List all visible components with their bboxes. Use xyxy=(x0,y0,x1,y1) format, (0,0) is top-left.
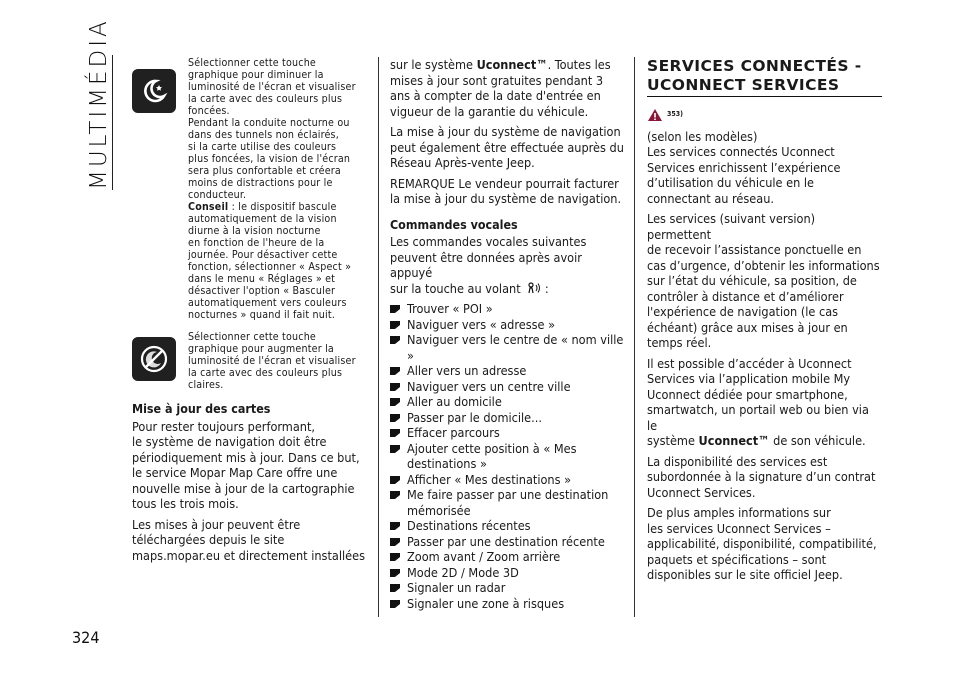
text-line: plus foncées, la vision de l'écran xyxy=(188,153,351,165)
bullet-icon xyxy=(390,414,400,422)
text-line: nouvelle mise à jour de la cartographie xyxy=(132,480,355,496)
voice-command-item xyxy=(390,410,626,426)
section-heading: Mise à jour des cartes xyxy=(132,401,271,416)
day-mode-icon xyxy=(132,337,176,381)
text-line: journée. Pour désactiver cette xyxy=(188,249,338,261)
text-line: la carte avec des couleurs plus xyxy=(188,93,343,105)
voice-command-item xyxy=(390,472,626,488)
voice-command-item xyxy=(390,518,626,534)
text-line: d’utilisation du véhicule en le xyxy=(647,175,814,190)
text-line: ans à compter de la date d'entrée en xyxy=(390,88,601,103)
text-line: dans des tunnels non éclairés, xyxy=(188,129,339,141)
text-line: automatiquement de la vision xyxy=(188,213,337,225)
bullet-icon xyxy=(390,321,400,329)
night-mode-icon xyxy=(132,69,176,113)
paragraph xyxy=(390,234,626,296)
text-line: diurne à la vision nocturne xyxy=(188,225,321,237)
text-span: : xyxy=(541,280,549,296)
bullet-icon xyxy=(390,383,400,391)
voice-command-label: Afficher « Mes destinations » xyxy=(407,471,572,487)
text-line: fonction, sélectionner « Aspect » xyxy=(188,261,352,273)
voice-command-label: Signaler une zone à risques xyxy=(407,595,565,611)
voice-command-label: Aller au domicile xyxy=(407,394,502,409)
voice-command-item xyxy=(390,317,626,333)
text-line: tous les trois mois. xyxy=(132,496,239,511)
text-line: subordonnée à la signature d’un contrat xyxy=(647,469,876,484)
bullet-icon xyxy=(390,476,400,484)
text-line: de recevoir l’assistance ponctuelle en xyxy=(647,242,862,257)
text-span: système xyxy=(647,433,699,448)
text-line: graphique pour augmenter la xyxy=(188,343,334,355)
conseil-line xyxy=(188,201,356,213)
text-span: de son véhicule. xyxy=(769,433,866,448)
text-line: vigueur de la garantie du véhicule. xyxy=(390,103,589,119)
voice-command-label: Naviguer vers un centre ville xyxy=(407,378,571,394)
text-line: périodiquement mis à jour. Dans ce but, xyxy=(132,449,360,465)
text-line: Les mises à jour peuvent être xyxy=(132,516,301,532)
voice-command-label: Trouver « POI » xyxy=(407,301,493,316)
text-line: connectant au réseau. xyxy=(647,190,775,206)
text-span: sur le système xyxy=(390,57,477,72)
text-line: la mise à jour du système de navigation. xyxy=(390,191,622,206)
paragraph xyxy=(647,356,882,449)
column-3 xyxy=(647,57,882,588)
voice-command-label: Aller vers un adresse xyxy=(407,363,527,378)
paragraph xyxy=(390,124,626,171)
voice-command-item xyxy=(390,596,626,612)
conseil-label: Conseil xyxy=(188,201,229,213)
warning-reference xyxy=(647,107,882,123)
voice-command-item xyxy=(390,565,626,581)
bullet-icon xyxy=(390,398,400,406)
voice-command-label: Me faire passer par une destination mémorisée xyxy=(407,487,609,518)
text-line: Sélectionner cette touche xyxy=(188,57,316,69)
text-line: La disponibilité des services est xyxy=(647,453,828,469)
bullet-icon xyxy=(390,429,400,437)
text-line: téléchargées depuis le site xyxy=(132,532,285,547)
page-number: 324 xyxy=(72,628,100,647)
voice-command-item xyxy=(390,363,626,379)
bullet-icon xyxy=(390,600,400,608)
voice-command-item xyxy=(390,301,626,317)
voice-command-item xyxy=(390,379,626,395)
section-title xyxy=(647,57,882,97)
text-line: contrôler à distance et d’améliorer xyxy=(647,288,844,304)
text-line: échéant) grâce aux mises à jour en xyxy=(647,319,848,335)
bullet-icon xyxy=(390,584,400,592)
bullet-icon xyxy=(390,553,400,561)
voice-command-item xyxy=(390,534,626,550)
text-line: paquets et spécifications – sont xyxy=(647,551,827,567)
voice-command-label: Ajouter cette position à « Mes destinations » xyxy=(407,440,577,471)
text-line: cas d’urgence, d’obtenir les informations xyxy=(647,257,880,273)
text-line: applicabilité, disponibilité, compatibilité, xyxy=(647,536,877,551)
voice-command-item xyxy=(390,580,626,596)
night-mode-block xyxy=(132,57,368,321)
voice-command-item xyxy=(390,441,626,472)
text-line: Uconnect dédiée pour smartphone, xyxy=(647,386,848,402)
paragraph xyxy=(390,57,626,119)
voice-command-label: Naviguer vers « adresse » xyxy=(407,316,556,332)
text-line: si la carte utilise des couleurs xyxy=(188,141,337,153)
column-2 xyxy=(390,57,626,611)
day-mode-block xyxy=(132,331,368,391)
text-line xyxy=(390,281,626,297)
chapter-title: MULTIMÉDIA xyxy=(86,18,112,190)
text-line: conducteur. xyxy=(188,189,247,201)
text-line: en fonction de l'heure de la xyxy=(188,237,325,249)
text-line: automatiquement vers couleurs xyxy=(188,297,347,309)
text-line: Les services (suivant version) permettent xyxy=(647,211,816,242)
voice-command-item xyxy=(390,332,626,363)
text-line: la carte avec des couleurs plus xyxy=(188,367,343,379)
bullet-icon xyxy=(390,538,400,546)
text-line xyxy=(390,57,626,73)
text-line: Services via l’application mobile My xyxy=(647,371,851,386)
voice-command-label: Destinations récentes xyxy=(407,518,531,533)
text-line: Pendant la conduite nocturne ou xyxy=(188,117,350,129)
bullet-icon xyxy=(390,367,400,375)
voice-command-label: Zoom avant / Zoom arrière xyxy=(407,549,561,564)
text-line: luminosité de l'écran et visualiser xyxy=(188,81,356,93)
voice-command-label: Naviguer vers le centre de « nom ville » xyxy=(407,332,624,363)
text-line: REMARQUE Le vendeur pourrait facturer xyxy=(390,175,619,191)
text-line: dans le menu « Réglages » et xyxy=(188,273,336,285)
text-line: Pour rester toujours performant, xyxy=(132,418,316,434)
text-span: . Toutes les xyxy=(547,57,611,72)
text-line: temps réel. xyxy=(647,335,712,350)
bullet-icon xyxy=(390,522,400,530)
voice-command-label: Passer par une destination récente xyxy=(407,533,605,549)
section-heading: Commandes vocales xyxy=(390,216,518,232)
text-line xyxy=(647,433,882,449)
brand-name: Uconnect™ xyxy=(698,433,770,448)
paragraph xyxy=(132,419,368,512)
remark xyxy=(390,176,626,207)
voice-command-list xyxy=(390,301,626,611)
text-line: moins de distractions pour le xyxy=(188,177,333,189)
paragraph xyxy=(647,129,882,207)
text-line: maps.mopar.eu et directement installées xyxy=(132,547,365,563)
text-span: sur la touche au volant xyxy=(390,280,521,296)
voice-command-label: Signaler un radar xyxy=(407,580,506,595)
text-line: Réseau Après-vente Jeep. xyxy=(390,155,535,170)
bullet-icon xyxy=(390,336,400,344)
text-line: (selon les modèles) xyxy=(647,128,758,144)
text-line: peuvent être données après avoir appuyé xyxy=(390,249,582,280)
voice-command-label: Mode 2D / Mode 3D xyxy=(407,564,519,580)
bullet-icon xyxy=(390,491,400,499)
voice-command-item xyxy=(390,425,626,441)
voice-command-item xyxy=(390,487,626,518)
bullet-icon xyxy=(390,305,400,313)
text-line: sur l’état du véhicule, sa position, de xyxy=(647,273,857,288)
voice-command-item xyxy=(390,549,626,565)
text-line: Uconnect Services. xyxy=(647,484,756,500)
text-line: disponibles sur le site officiel Jeep. xyxy=(647,567,843,582)
title-line: UCONNECT SERVICES xyxy=(647,76,840,94)
paragraph xyxy=(647,211,882,351)
paragraph xyxy=(132,517,368,564)
bullet-icon xyxy=(390,569,400,577)
brand-name: Uconnect™ xyxy=(476,57,548,72)
voice-command-label: Passer par le domicile... xyxy=(407,409,542,425)
text-line: graphique pour diminuer la xyxy=(188,69,324,81)
warning-number: 353) xyxy=(667,110,684,118)
text-line: Les services connectés Uconnect xyxy=(647,144,835,159)
text-span: : le dispositif bascule xyxy=(228,201,337,213)
text-line: Services enrichissent l’expérience xyxy=(647,159,841,175)
text-line: claires. xyxy=(188,379,224,391)
column-1 xyxy=(132,57,368,568)
day-mode-description xyxy=(188,331,356,391)
voice-command-icon xyxy=(527,282,541,294)
column-divider xyxy=(634,57,635,617)
text-line: désactiver l'option « Basculer xyxy=(188,285,336,297)
text-line: les services Uconnect Services – xyxy=(647,520,831,536)
text-line: sera plus confortable et créera xyxy=(188,165,341,177)
text-line: foncées. xyxy=(188,105,230,117)
bullet-icon xyxy=(390,445,400,453)
paragraph xyxy=(647,505,882,583)
text-line: Sélectionner cette touche xyxy=(188,331,316,343)
text-line: La mise à jour du système de navigation xyxy=(390,124,621,139)
warning-triangle-icon xyxy=(647,108,663,122)
text-line: nocturnes » quand il fait nuit. xyxy=(188,309,336,321)
text-line: le service Mopar Map Care offre une xyxy=(132,465,338,480)
text-line: Il est possible d’accéder à Uconnect xyxy=(647,355,852,371)
text-line: luminosité de l'écran et visualiser xyxy=(188,355,356,367)
paragraph xyxy=(647,454,882,501)
text-line: mises à jour sont gratuites pendant 3 xyxy=(390,72,604,88)
text-line: smartwatch, un portail web ou bien via le xyxy=(647,402,869,433)
voice-command-item xyxy=(390,394,626,410)
night-mode-description xyxy=(188,57,356,321)
chapter-rule xyxy=(112,55,113,190)
column-divider xyxy=(378,57,379,617)
text-line: le système de navigation doit être xyxy=(132,434,327,449)
voice-command-label: Effacer parcours xyxy=(407,425,500,440)
text-line: l'expérience de navigation (le cas xyxy=(647,304,839,319)
text-line: peut également être effectuée auprès du xyxy=(390,139,624,155)
text-line: De plus amples informations sur xyxy=(647,505,831,520)
title-line: SERVICES CONNECTÉS - xyxy=(647,57,862,75)
text-line: Les commandes vocales suivantes xyxy=(390,234,587,249)
